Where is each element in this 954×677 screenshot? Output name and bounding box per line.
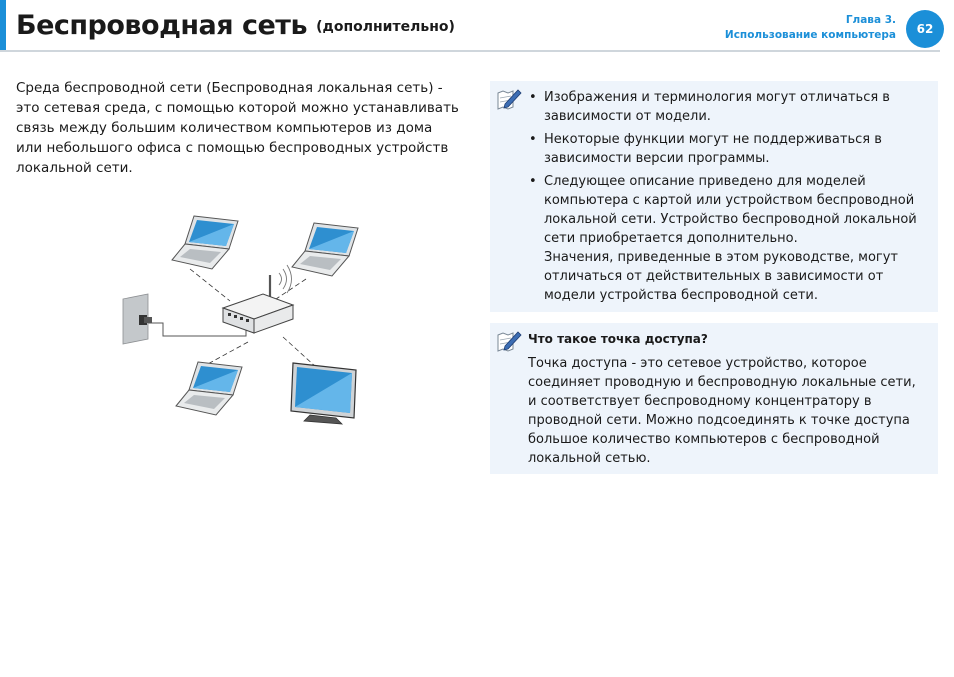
note-item: • Изображения и терминология могут отличаться в зависимости от модели.: [528, 88, 932, 126]
wall-socket-icon: [123, 294, 152, 344]
note-item-text: Значения, приведенные в этом руководстве, могут отличаться от действительных в зависимости от модели устройства беспроводной сети.: [544, 250, 899, 303]
note-item-text: Следующее описание приведено для моделей компьютера с картой или устройством беспроводной локальной сети. Устройство беспроводной локальной сети приобретается дополнительно.: [544, 174, 917, 246]
wifi-waves-icon: [279, 265, 292, 293]
access-point-heading: Что такое точка доступа?: [528, 332, 708, 346]
note-list: [528, 88, 932, 305]
note-box-general: [490, 81, 938, 312]
note-pencil-icon: [496, 329, 522, 353]
page-number-badge: 62: [906, 10, 944, 48]
laptop-bottom-left-icon: [176, 362, 242, 415]
chapter-label: [725, 13, 896, 43]
access-point-icon: [223, 275, 293, 333]
page-title-main: Беспроводная сеть: [16, 10, 308, 41]
header-accent-bar: [0, 0, 6, 52]
access-point-description: Точка доступа - это сетевое устройство, которое соединяет проводную и беспроводную локальные сети, и соответствует беспроводному концентратору в проводной сети. Можно подсоединять к точке доступа большое количество компьютеров с беспроводной локальной сетью.: [528, 356, 916, 466]
desktop-monitor-icon: [291, 363, 356, 424]
wireless-network-diagram: [118, 205, 368, 435]
chapter-name: Использование компьютера: [724, 29, 896, 41]
note-box-access-point: [490, 323, 938, 474]
page-title-subtitle: (дополнительно): [316, 19, 455, 35]
note-pencil-icon: [496, 87, 522, 111]
header-divider: [0, 50, 940, 52]
laptop-top-right-icon: [292, 223, 358, 276]
note-item: [528, 172, 932, 305]
intro-paragraph: Среда беспроводной сети (Беспроводная локальная сеть) - это сетевая среда, с помощью которой можно устанавливать связь между большим количеством компьютеров из дома или небольшого офиса с помощью беспроводных устройств локальной сети.: [16, 80, 459, 176]
laptop-top-left-icon: [172, 216, 238, 269]
chapter-number: Глава 3.: [845, 14, 896, 26]
note-item: • Некоторые функции могут не поддерживаться в зависимости версии программы.: [528, 130, 932, 168]
page-title: [16, 10, 455, 41]
